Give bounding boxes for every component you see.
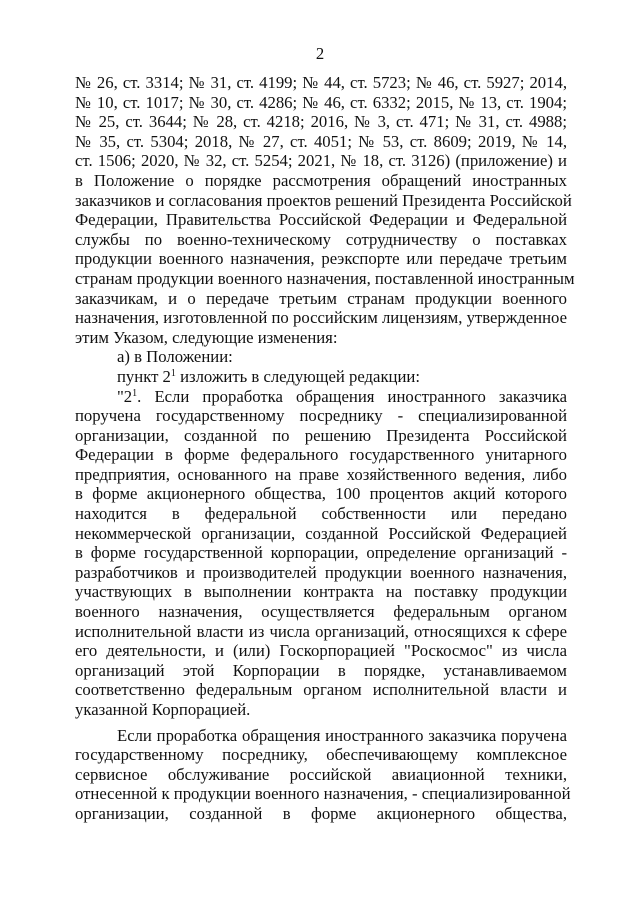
page-number: 2 [315, 44, 325, 63]
text-line: находится в федеральной собственности или передано [75, 504, 567, 524]
text-line: № 35, ст. 5304; 2018, № 27, ст. 4051; № 53, ст. 8609; 2019, № 14, [75, 131, 567, 151]
superscript: 1 [170, 367, 176, 379]
text-line: в форме государственной корпорации, определение организаций - [75, 543, 567, 563]
text-line: службы по военно-техническому сотрудничеству о поставках [75, 229, 567, 249]
text-line: № 10, ст. 1017; № 30, ст. 4286; № 46, ст. 6332; 2015, № 13, ст. 1904; [75, 92, 567, 112]
text-line: участвующих в выполнении контракта на поставку продукции [75, 582, 567, 602]
text-line: указанной Корпорацией. [75, 700, 251, 719]
text-line: заказчиков и согласования проектов решений Президента Российской [75, 190, 572, 210]
text-segment: пункт 2 [117, 366, 171, 386]
text-line: организаций этой Корпорации в порядке, устанавливаемом [75, 660, 567, 680]
text-segment: "2 [117, 386, 133, 406]
text-line: его деятельности, и (или) Госкорпорацией "Роскосмос" из числа [75, 641, 567, 661]
text-line: странам продукции военного назначения, поставленной иностранным [75, 268, 575, 288]
text-segment: . Если проработка обращения иностранного заказчика [137, 386, 567, 406]
text-line: Если проработка обращения иностранного заказчика поручена [117, 725, 567, 745]
text-line: № 26, ст. 3314; № 31, ст. 4199; № 44, ст. 5723; № 46, ст. 5927; 2014, [75, 73, 567, 92]
text-line: исполнительной власти из числа организаций, относящихся к сфере [75, 621, 567, 641]
text-line: поручена государственному посреднику - специализированной [75, 406, 567, 426]
text-line: предприятия, основанного на праве хозяйственного ведения, либо [75, 464, 567, 484]
text-line: продукции военного назначения, реэкспорте или передаче третьим [75, 249, 567, 269]
text-line: Федерации в форме федерального государственного унитарного [75, 445, 567, 465]
text-line: ст. 1506; 2020, № 32, ст. 5254; 2021, № 18, ст. 3126) (приложение) и [75, 151, 567, 171]
text-line: в Положение о порядке рассмотрения обращений иностранных [75, 170, 567, 190]
text-line: Федерации, Правительства Российской Федерации и Федеральной [75, 210, 567, 230]
text-line: соответственно федеральным органом исполнительной власти и [75, 680, 567, 700]
text-line: этим Указом, следующие изменения: [75, 327, 338, 347]
text-line [75, 367, 567, 387]
text-segment: изложить в следующей редакции: [175, 366, 420, 386]
text-line: отнесенной к продукции военного назначения, - специализированной [75, 784, 571, 804]
text-line: сервисное обслуживание российской авиационной техники, [75, 764, 567, 784]
text-line: заказчикам, и о передаче третьим странам продукции военного [75, 288, 567, 308]
text-line: государственному посреднику, обеспечивающему комплексное [75, 745, 567, 765]
text-line: разработчиков и производителей продукции военного назначения, [75, 562, 567, 582]
text-line: организации, созданной в форме акционерного общества, [75, 803, 567, 823]
text-line: а) в Положении: [117, 347, 233, 367]
text-line: назначения, изготовленной по российским лицензиям, утвержденное [75, 308, 567, 328]
text-line [75, 387, 567, 407]
text-line: организации, созданной по решению Президента Российской [75, 425, 567, 445]
text-line: в форме акционерного общества, 100 процентов акций которого [75, 484, 567, 504]
document-body [75, 73, 575, 824]
text-line: № 25, ст. 3644; № 28, ст. 4218; 2016, № 3, ст. 471; № 31, ст. 4988; [75, 112, 567, 132]
text-line: военного назначения, осуществляется федеральным органом [75, 602, 567, 622]
text-line: некоммерческой организации, созданной Российской Федерацией [75, 523, 567, 543]
superscript: 1 [132, 387, 138, 399]
